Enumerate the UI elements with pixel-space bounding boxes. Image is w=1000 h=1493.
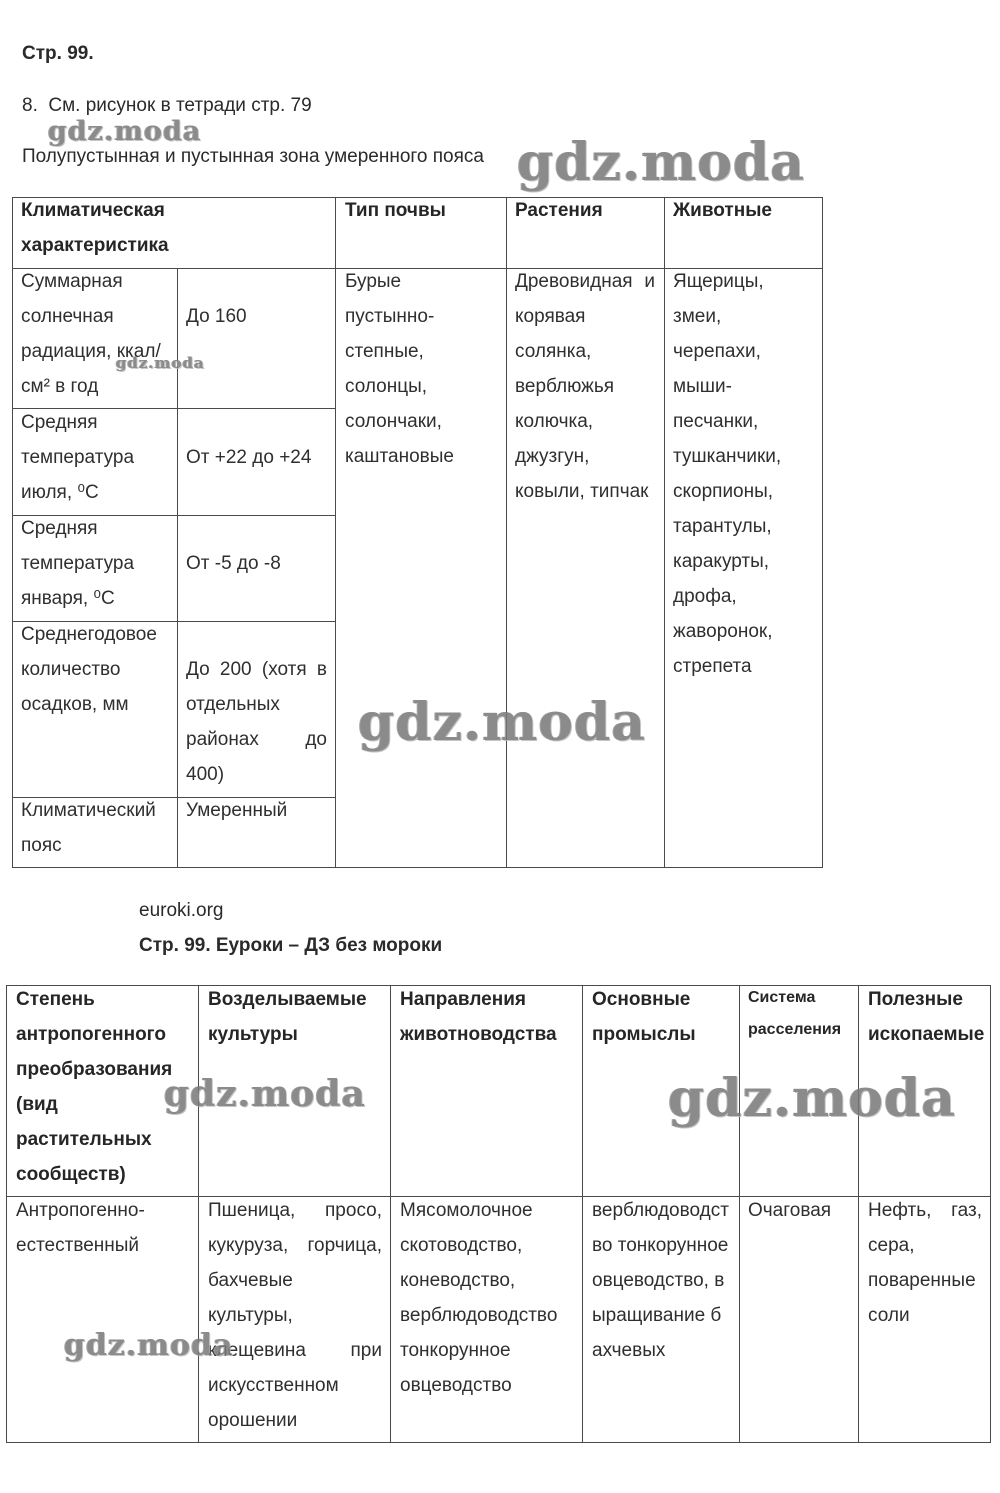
climate-row-label: Среднегодовое количество осадков, мм — [21, 624, 157, 715]
climate-row-value: От +22 до +24 — [186, 447, 312, 468]
cell-livestock: Мясомолочное скотоводство, коневодство, верблюдоводство тонкорунное овцеводство — [400, 1200, 558, 1396]
header-settlement: Система расселения — [748, 989, 842, 1038]
header-climate: Климатическая характеристика — [21, 200, 169, 256]
header-soil: Тип почвы — [345, 200, 446, 221]
cell-crops: Пшеница, просо, кукуруза, горчица, бахчевые культуры, клещевина при искусственном орошении — [208, 1200, 382, 1431]
header-crops: Возделываемые культуры — [208, 989, 367, 1045]
plants-list: Древовидная и корявая солянка, верблюжья колючка, джузгун, ковыли, типчак — [515, 271, 655, 502]
header-anthropogenic-degree: Степень антропогенного преобразования (вид растительных сообществ) — [16, 989, 173, 1185]
watermark-logo: gdz.moda — [116, 354, 205, 372]
watermark-logo: gdz.moda — [64, 1328, 234, 1363]
header-animals: Животные — [673, 200, 772, 221]
climate-row-label: Суммарная солнечная радиация, ккал/см² в год — [21, 271, 161, 397]
page-header: Стр. 99. — [22, 43, 94, 64]
cell-crafts: верблюдоводство тонкорунное овцеводство, выращивание бахчевых — [592, 1200, 729, 1361]
watermark-logo: gdz.moda — [668, 1068, 957, 1129]
watermark-logo: gdz.moda — [48, 116, 202, 147]
header-plants: Растения — [515, 200, 603, 221]
source-link[interactable]: euroki.org — [139, 900, 224, 921]
climate-row-value: От -5 до -8 — [186, 553, 281, 574]
climate-row-value: До 160 — [186, 306, 247, 327]
zone-title: Полупустынная и пустынная зона умеренного пояса — [22, 146, 484, 167]
header-livestock: Направления животноводства — [400, 989, 557, 1045]
climate-row-value: До 200 (хотя в отдельных районах до 400) — [186, 659, 327, 785]
climate-row-label: Климатический пояс — [21, 800, 156, 856]
watermark-logo: gdz.moda — [164, 1073, 366, 1115]
header-minerals: Полезные ископаемые — [868, 989, 985, 1045]
page-subtitle: Стр. 99. Еуроки – ДЗ без мороки — [139, 935, 443, 956]
climate-row-label: Средняя температура января, ⁰С — [21, 518, 135, 609]
header-crafts: Основные промыслы — [592, 989, 696, 1045]
soil-types: Бурые пустынно-степные, солонцы, солончаки, каштановые — [345, 271, 454, 467]
cell-settlement: Очаговая — [748, 1200, 832, 1221]
task-line: 8. См. рисунок в тетради стр. 79 — [22, 95, 312, 116]
cell-anthropogenic-degree: Антропогенно-естественный — [16, 1200, 145, 1256]
animals-list: Ящерицы, змеи, черепахи, мыши-песчанки, тушканчики, скорпионы, тарантулы, каракурты, дрофа, жаворонок, стрепета — [673, 271, 782, 677]
cell-minerals: Нефть, газ, сера, поваренные соли — [868, 1200, 982, 1326]
climate-row-value: Умеренный — [186, 800, 288, 821]
climate-row-label: Средняя температура июля, ⁰С — [21, 412, 135, 503]
watermark-logo: gdz.moda — [358, 692, 647, 753]
watermark-logo: gdz.moda — [517, 132, 806, 193]
